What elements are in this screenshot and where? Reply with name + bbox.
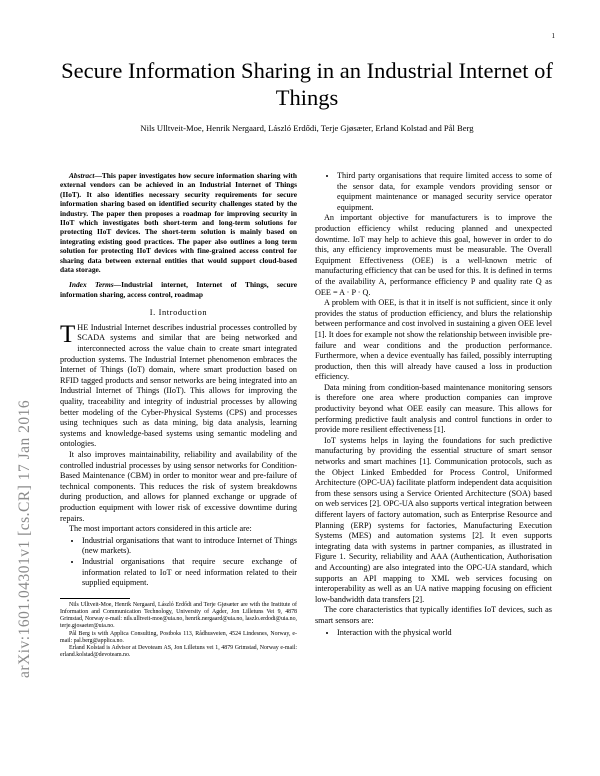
actor-list-continued (315, 171, 552, 213)
abstract (60, 171, 297, 274)
index-terms-text: —Industrial internet, Internet of Things, secure information sharing, access control, roadmap (60, 280, 298, 299)
author-list: Nils Ulltveit-Moe, Henrik Nergaard, László Erdődi, Terje Gjøsæter, Erland Kolstad and Pål Berg (140, 123, 474, 133)
intro-paragraph-1-text: HE Industrial Internet describes industrial processes controlled by SCADA systems and similar that are being networked and interconnected across the value chain to create smart integrated production systems. The Industrial Internet phenomenon embraces the Internet of Things (IoT) domain, where smart production based on RFID tagged products and sensor networks are being integrated into an Industrial Internet of Things (IIoT). This allows for improving the quality, traceability and integrity of industrial processes by allowing better modeling of the Cyber-Physical Systems (CPS) and processes using techniques such as data mining, big data analysis, learning systems and knowledge-based systems using semantic modeling and ontologies. (60, 322, 297, 449)
body-paragraph: IoT systems helps in laying the foundations for such predictive manufacturing by providing the essential structure of smart sensor networks and smart machines [1]. Communication protocols, such as the Object Linked Embedded for Process Control, Uniformed Architecture (OPC-UA) facilitate platform independent data acquisition from these sensors using a Service Oriented Architecture (SOA) based on web services [2]. OPC-UA also supports vertical integration between different layers of factory automation, such as Enterprise Resource and Planning (ERP) systems for factories, Manufacturing Execution Systems (MES) and automation systems [2]. It even supports integrating data with systems in partner companies, as illustrated in Figure 1. Security, reliability and AAA (Authentication, Authorisation and Accounting) are also integrated into the OPC-UA standard, which supports an API mapping to XML web services focusing on interoperability as well as an UA native mapping focusing on efficient low-bandwidth data transfers [2]. (315, 435, 552, 604)
characteristics-list (315, 628, 552, 639)
abstract-text: —This paper investigates how secure information sharing with external vendors can be achieved in an Industrial Internet of Things (IIoT). It also identifies necessary security requirements for secure information sharing based on identified security challenges stated by the industry. The paper then proposes a roadmap for improving security in IIoT which investigates both short-term and long-term solutions for protecting IIoT devices. The short-term solution is mainly based on integrating existing good practices. The paper also outlines a long term solution for protecting IIoT devices with fine-grained access control for sharing data between external entities that would support cloud-based data storage. (60, 171, 297, 275)
actor-list (60, 536, 297, 589)
section-heading: I. Introduction (149, 308, 208, 318)
index-terms (60, 280, 297, 299)
left-column (60, 171, 297, 659)
intro-paragraph-3: The most important actors considered in this article are: (69, 524, 252, 534)
footnote-affiliation: Nils Ulltveit-Moe, Henrik Nergaard, László Erdődi and Terje Gjøsæter are with the Institute of Information and Communication Technology, University of Agder, Jon Lilletuns Vei 9, 4878 Grimstad, Norway e-mail: nils.ulltveit-moe@uia.no, henrik.nergaard@uia.no, laszlo.erdodi@uia.no, terje.gjosaeter@uia.no. (60, 601, 297, 630)
abstract-label: Abstract (69, 171, 95, 180)
list-item: • Interaction with the physical world (337, 628, 552, 639)
page-number: 1 (551, 32, 555, 40)
list-item: • Industrial organisations that require secure exchange of information related to IoT or need information related to their supplied equipment. (82, 557, 297, 589)
arxiv-stamp: arXiv:1601.04301v1 [cs.CR] 17 Jan 2016 (16, 399, 33, 678)
body-paragraph: An important objective for manufacturers is to improve the production efficiency whilst reducing planned and unexpected downtime. IoT may help to achieve this goal, however in order to do this, any efficiency improvements must be measurable. The Overall Equipment Effectiveness (OEE) is a well-known metric of manufacturing efficiency that can be used for this. It is defined in terms of the availability A, performance efficiency P and quality rate Q as OEE = A · P · Q. (315, 213, 552, 297)
list-item: • Third party organisations that require limited access to some of the sensor data, for example vendors providing sensor or equipment maintenance or managed security service operator equipment. (337, 171, 552, 213)
paper-title: Secure Information Sharing in an Industrial Internet of Things (61, 58, 553, 110)
body-paragraph: A problem with OEE, is that it in itself is not sufficient, since it only provides the status of production efficiency, and blurs the relationship between performance and cost involved in sustaining a given OEE level [1]. It does for example not show the relationship between invisible pre-failure and wear conditions and the production performance. Furthermore, when a device eventually has failed, possibly interrupting production, then this will already have caused a loss in production efficiency. (315, 298, 552, 382)
body-paragraph: The core characteristics that typically identifies IoT devices, such as smart sensors are: (315, 605, 552, 625)
list-item: • Industrial organisations that want to introduce Internet of Things (new markets). (82, 536, 297, 557)
footnote-affiliation: Pål Berg is with Applica Consulting, Postboks 113, Rådhusveien, 4524 Lindesnes, Norway, e-mail: pal.berg@applica.no. (60, 630, 297, 644)
drop-cap: T (60, 320, 76, 348)
intro-paragraph-2: It also improves maintainability, reliability and availability of the controlled industrial processes by using sensor networks for Condition-Based Maintenance (CBM) in order to monitor wear and pre-failure of technical components. This reduces the risk of system breakdowns during production, and allows for planned exchange or upgrade of production equipment with lower risk of excessive downtime during repairs. (60, 450, 297, 523)
index-terms-label: Index Terms (69, 280, 114, 290)
footnote-rule (60, 598, 130, 599)
footnote-affiliation: Erland Kolstad is Advisor at Devoteam AS, Jon Lilletuns vei 1, 4879 Grimstad, Norway e-mail: erland.kolstad@devoteam.no. (60, 644, 297, 659)
body-paragraph: Data mining from condition-based maintenance monitoring sensors is therefore one area where production companies can improve productivity beyond what OEE easily can measure. This allows for performing predictive fault analysis and control functions in order to provide more resilient effectiveness [1]. (315, 382, 552, 435)
intro-paragraph-1 (60, 320, 297, 450)
right-column (315, 171, 552, 638)
